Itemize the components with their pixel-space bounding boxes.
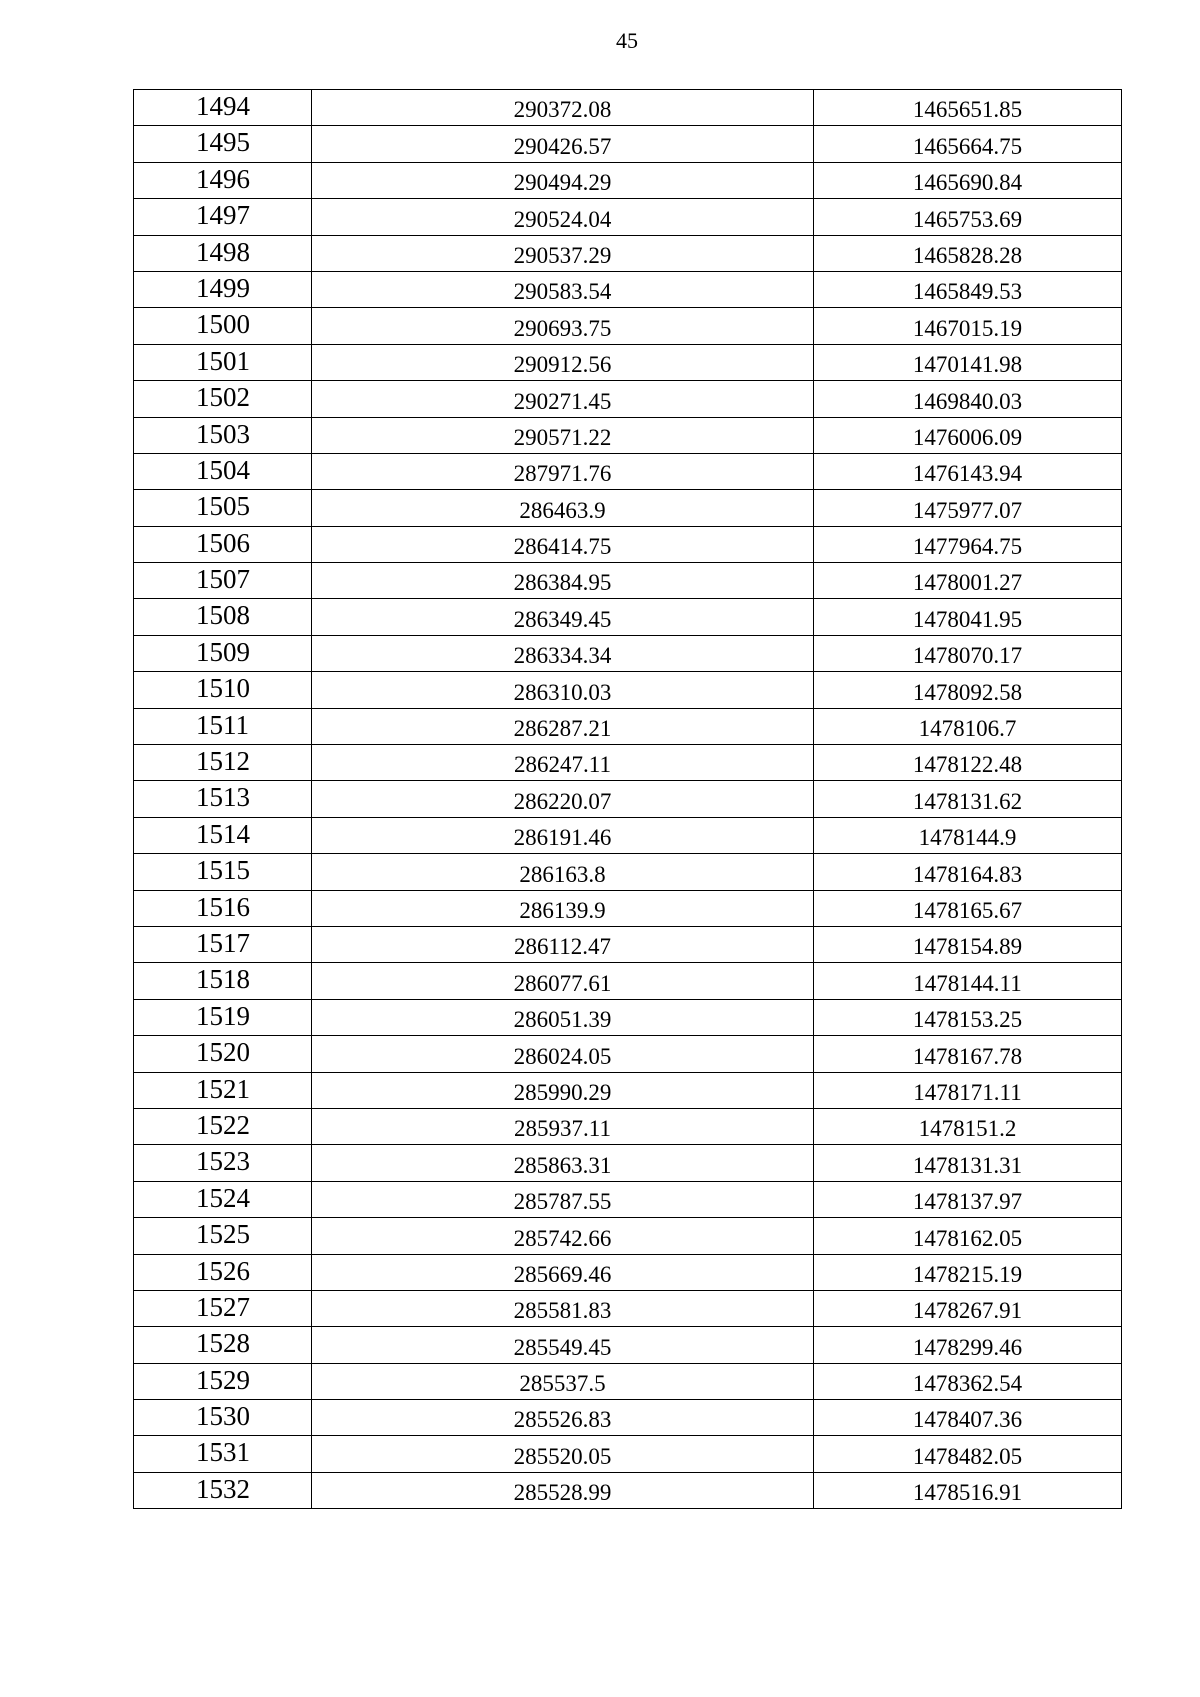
y-coordinate-cell: 1465849.53 — [814, 271, 1122, 307]
y-coordinate-cell: 1478153.25 — [814, 999, 1122, 1035]
table-row — [134, 926, 1122, 962]
y-coordinate-cell: 1478041.95 — [814, 599, 1122, 635]
x-coordinate-cell: 286139.9 — [312, 890, 814, 926]
table-row — [134, 1036, 1122, 1072]
x-coordinate-cell: 286334.34 — [312, 635, 814, 671]
point-number-cell: 1505 — [134, 490, 312, 526]
x-coordinate-cell: 290571.22 — [312, 417, 814, 453]
x-coordinate-cell: 286220.07 — [312, 781, 814, 817]
y-coordinate-cell: 1478122.48 — [814, 745, 1122, 781]
y-coordinate-cell: 1478131.62 — [814, 781, 1122, 817]
table-row — [134, 1290, 1122, 1326]
y-coordinate-cell: 1478144.11 — [814, 963, 1122, 999]
x-coordinate-cell: 286051.39 — [312, 999, 814, 1035]
point-number-cell: 1531 — [134, 1436, 312, 1472]
x-coordinate-cell: 286163.8 — [312, 854, 814, 890]
table-row — [134, 635, 1122, 671]
y-coordinate-cell: 1478362.54 — [814, 1363, 1122, 1399]
table-row — [134, 854, 1122, 890]
y-coordinate-cell: 1478299.46 — [814, 1327, 1122, 1363]
x-coordinate-cell: 285528.99 — [312, 1472, 814, 1508]
point-number-cell: 1508 — [134, 599, 312, 635]
x-coordinate-cell: 286112.47 — [312, 926, 814, 962]
table-row — [134, 1254, 1122, 1290]
y-coordinate-cell: 1478167.78 — [814, 1036, 1122, 1072]
point-number-cell: 1532 — [134, 1472, 312, 1508]
point-number-cell: 1506 — [134, 526, 312, 562]
x-coordinate-cell: 290494.29 — [312, 162, 814, 198]
point-number-cell: 1523 — [134, 1145, 312, 1181]
y-coordinate-cell: 1478162.05 — [814, 1218, 1122, 1254]
table-row — [134, 199, 1122, 235]
point-number-cell: 1507 — [134, 563, 312, 599]
y-coordinate-cell: 1478001.27 — [814, 563, 1122, 599]
x-coordinate-cell: 286024.05 — [312, 1036, 814, 1072]
y-coordinate-cell: 1478137.97 — [814, 1181, 1122, 1217]
y-coordinate-cell: 1465664.75 — [814, 126, 1122, 162]
table-row — [134, 781, 1122, 817]
y-coordinate-cell: 1478165.67 — [814, 890, 1122, 926]
point-number-cell: 1514 — [134, 817, 312, 853]
y-coordinate-cell: 1465828.28 — [814, 235, 1122, 271]
point-number-cell: 1515 — [134, 854, 312, 890]
x-coordinate-cell: 286077.61 — [312, 963, 814, 999]
table-row — [134, 1218, 1122, 1254]
x-coordinate-cell: 285520.05 — [312, 1436, 814, 1472]
point-number-cell: 1497 — [134, 199, 312, 235]
table-row — [134, 308, 1122, 344]
x-coordinate-cell: 290426.57 — [312, 126, 814, 162]
y-coordinate-cell: 1478154.89 — [814, 926, 1122, 962]
y-coordinate-cell: 1478070.17 — [814, 635, 1122, 671]
x-coordinate-cell: 286287.21 — [312, 708, 814, 744]
y-coordinate-cell: 1476006.09 — [814, 417, 1122, 453]
x-coordinate-cell: 285990.29 — [312, 1072, 814, 1108]
y-coordinate-cell: 1478516.91 — [814, 1472, 1122, 1508]
table-row — [134, 963, 1122, 999]
x-coordinate-cell: 290271.45 — [312, 381, 814, 417]
y-coordinate-cell: 1478171.11 — [814, 1072, 1122, 1108]
point-number-cell: 1518 — [134, 963, 312, 999]
x-coordinate-cell: 285787.55 — [312, 1181, 814, 1217]
y-coordinate-cell: 1478092.58 — [814, 672, 1122, 708]
x-coordinate-cell: 285863.31 — [312, 1145, 814, 1181]
y-coordinate-cell: 1478215.19 — [814, 1254, 1122, 1290]
table-row — [134, 1472, 1122, 1508]
point-number-cell: 1495 — [134, 126, 312, 162]
x-coordinate-cell: 290372.08 — [312, 90, 814, 126]
x-coordinate-cell: 286384.95 — [312, 563, 814, 599]
point-number-cell: 1524 — [134, 1181, 312, 1217]
y-coordinate-cell: 1465690.84 — [814, 162, 1122, 198]
x-coordinate-cell: 285549.45 — [312, 1327, 814, 1363]
table-row — [134, 381, 1122, 417]
y-coordinate-cell: 1478131.31 — [814, 1145, 1122, 1181]
x-coordinate-cell: 285581.83 — [312, 1290, 814, 1326]
table-row — [134, 672, 1122, 708]
table-row — [134, 599, 1122, 635]
point-number-cell: 1522 — [134, 1108, 312, 1144]
x-coordinate-cell: 285537.5 — [312, 1363, 814, 1399]
y-coordinate-cell: 1470141.98 — [814, 344, 1122, 380]
x-coordinate-cell: 290537.29 — [312, 235, 814, 271]
table-row — [134, 490, 1122, 526]
point-number-cell: 1500 — [134, 308, 312, 344]
table-row — [134, 1436, 1122, 1472]
table-row — [134, 817, 1122, 853]
table-row — [134, 1400, 1122, 1436]
point-number-cell: 1498 — [134, 235, 312, 271]
point-number-cell: 1517 — [134, 926, 312, 962]
y-coordinate-cell: 1467015.19 — [814, 308, 1122, 344]
table-row — [134, 745, 1122, 781]
table-row — [134, 1145, 1122, 1181]
point-number-cell: 1509 — [134, 635, 312, 671]
table-row — [134, 126, 1122, 162]
y-coordinate-cell: 1478407.36 — [814, 1400, 1122, 1436]
page-number: 45 — [616, 28, 638, 53]
table-row — [134, 526, 1122, 562]
table-row — [134, 417, 1122, 453]
table-row — [134, 1327, 1122, 1363]
point-number-cell: 1525 — [134, 1218, 312, 1254]
point-number-cell: 1519 — [134, 999, 312, 1035]
point-number-cell: 1521 — [134, 1072, 312, 1108]
y-coordinate-cell: 1465651.85 — [814, 90, 1122, 126]
x-coordinate-cell: 290912.56 — [312, 344, 814, 380]
y-coordinate-cell: 1478482.05 — [814, 1436, 1122, 1472]
y-coordinate-cell: 1476143.94 — [814, 453, 1122, 489]
x-coordinate-cell: 286247.11 — [312, 745, 814, 781]
x-coordinate-cell: 287971.76 — [312, 453, 814, 489]
x-coordinate-cell: 286414.75 — [312, 526, 814, 562]
table-row — [134, 235, 1122, 271]
point-number-cell: 1502 — [134, 381, 312, 417]
point-number-cell: 1511 — [134, 708, 312, 744]
y-coordinate-cell: 1465753.69 — [814, 199, 1122, 235]
table-row — [134, 890, 1122, 926]
y-coordinate-cell: 1477964.75 — [814, 526, 1122, 562]
x-coordinate-cell: 290524.04 — [312, 199, 814, 235]
table-row — [134, 271, 1122, 307]
table-row — [134, 90, 1122, 126]
x-coordinate-cell: 290693.75 — [312, 308, 814, 344]
x-coordinate-cell: 286349.45 — [312, 599, 814, 635]
point-number-cell: 1516 — [134, 890, 312, 926]
x-coordinate-cell: 290583.54 — [312, 271, 814, 307]
table-row — [134, 563, 1122, 599]
coordinates-table — [133, 89, 1122, 1509]
table-row — [134, 453, 1122, 489]
point-number-cell: 1520 — [134, 1036, 312, 1072]
x-coordinate-cell: 286463.9 — [312, 490, 814, 526]
point-number-cell: 1499 — [134, 271, 312, 307]
x-coordinate-cell: 285669.46 — [312, 1254, 814, 1290]
coordinates-table-body — [134, 90, 1122, 1509]
y-coordinate-cell: 1478267.91 — [814, 1290, 1122, 1326]
point-number-cell: 1529 — [134, 1363, 312, 1399]
point-number-cell: 1528 — [134, 1327, 312, 1363]
table-row — [134, 162, 1122, 198]
x-coordinate-cell: 285742.66 — [312, 1218, 814, 1254]
x-coordinate-cell: 285526.83 — [312, 1400, 814, 1436]
y-coordinate-cell: 1478144.9 — [814, 817, 1122, 853]
point-number-cell: 1527 — [134, 1290, 312, 1326]
x-coordinate-cell: 286310.03 — [312, 672, 814, 708]
table-row — [134, 1108, 1122, 1144]
y-coordinate-cell: 1478151.2 — [814, 1108, 1122, 1144]
table-row — [134, 344, 1122, 380]
y-coordinate-cell: 1475977.07 — [814, 490, 1122, 526]
point-number-cell: 1501 — [134, 344, 312, 380]
table-row — [134, 1072, 1122, 1108]
y-coordinate-cell: 1469840.03 — [814, 381, 1122, 417]
point-number-cell: 1503 — [134, 417, 312, 453]
table-row — [134, 708, 1122, 744]
point-number-cell: 1513 — [134, 781, 312, 817]
point-number-cell: 1530 — [134, 1400, 312, 1436]
point-number-cell: 1494 — [134, 90, 312, 126]
table-row — [134, 999, 1122, 1035]
x-coordinate-cell: 286191.46 — [312, 817, 814, 853]
table-row — [134, 1181, 1122, 1217]
point-number-cell: 1496 — [134, 162, 312, 198]
y-coordinate-cell: 1478164.83 — [814, 854, 1122, 890]
point-number-cell: 1504 — [134, 453, 312, 489]
point-number-cell: 1512 — [134, 745, 312, 781]
point-number-cell: 1510 — [134, 672, 312, 708]
y-coordinate-cell: 1478106.7 — [814, 708, 1122, 744]
point-number-cell: 1526 — [134, 1254, 312, 1290]
x-coordinate-cell: 285937.11 — [312, 1108, 814, 1144]
table-row — [134, 1363, 1122, 1399]
